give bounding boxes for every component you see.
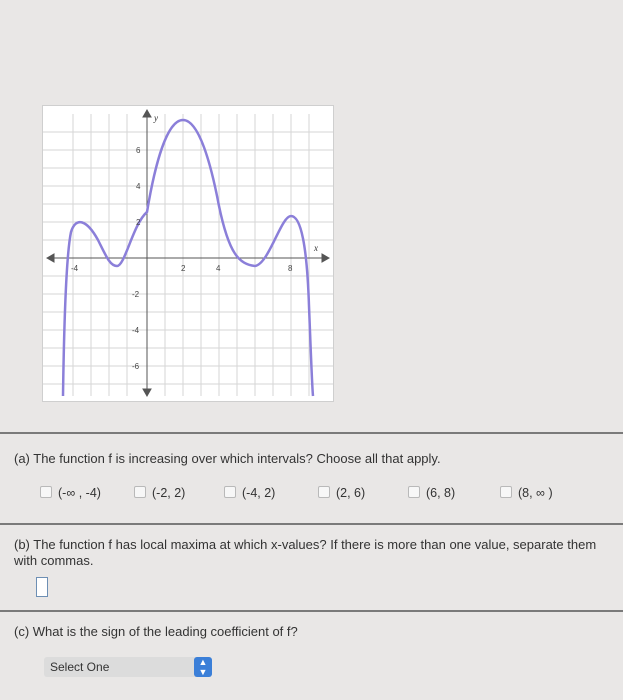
part-b-question: (b) The function f has local maxima at which x-values? If there is more than one value, separate them with commas. xyxy=(14,537,597,568)
x-axis-label: x xyxy=(314,243,318,253)
y-tick-label: -4 xyxy=(132,326,140,335)
x-tick-label: 4 xyxy=(216,264,221,273)
checkbox[interactable] xyxy=(224,486,236,498)
checkbox[interactable] xyxy=(40,486,52,498)
local-maxima-input[interactable] xyxy=(36,577,48,597)
graph-axes xyxy=(47,110,329,396)
select-value: Select One xyxy=(50,660,110,674)
section-divider xyxy=(0,610,623,612)
option-label: (-4, 2) xyxy=(242,486,276,500)
option-8-to-inf[interactable] xyxy=(500,486,553,500)
x-tick-label: 8 xyxy=(288,264,293,273)
option-neg2-to-2[interactable] xyxy=(134,486,185,500)
graph-svg xyxy=(43,106,333,401)
part-c-question: (c) What is the sign of the leading coefficient of f? xyxy=(14,624,298,639)
option-label: (8, ∞ ) xyxy=(518,486,553,500)
y-tick-label: 2 xyxy=(136,218,141,227)
y-tick-label: -2 xyxy=(132,290,140,299)
option-label: (-2, 2) xyxy=(152,486,186,500)
checkbox[interactable] xyxy=(134,486,146,498)
option-neg-inf-to-neg4[interactable] xyxy=(40,486,101,500)
option-neg4-to-2[interactable] xyxy=(224,486,275,500)
option-label: (-∞ , -4) xyxy=(58,486,101,500)
section-divider xyxy=(0,432,623,434)
section-divider xyxy=(0,523,623,525)
y-tick-label: 4 xyxy=(136,182,141,191)
y-tick-label: 6 xyxy=(136,146,141,155)
leading-coefficient-select[interactable] xyxy=(44,657,212,677)
part-a-question: (a) The function f is increasing over which intervals? Choose all that apply. xyxy=(14,451,441,466)
checkbox[interactable] xyxy=(408,486,420,498)
select-arrows-icon[interactable]: ▲ ▼ xyxy=(194,657,212,677)
polynomial-graph xyxy=(42,105,334,402)
y-tick-label: -6 xyxy=(132,362,140,371)
checkbox[interactable] xyxy=(500,486,512,498)
option-label: (2, 6) xyxy=(336,486,366,500)
checkbox[interactable] xyxy=(318,486,330,498)
x-tick-label: -4 xyxy=(71,264,79,273)
y-axis-label: y xyxy=(154,113,158,123)
graph-grid xyxy=(43,114,333,396)
x-tick-labels xyxy=(71,264,293,273)
x-tick-label: 2 xyxy=(181,264,186,273)
option-6-to-8[interactable] xyxy=(408,486,455,500)
part-a-options xyxy=(0,486,623,510)
option-label: (6, 8) xyxy=(426,486,456,500)
option-2-to-6[interactable] xyxy=(318,486,365,500)
